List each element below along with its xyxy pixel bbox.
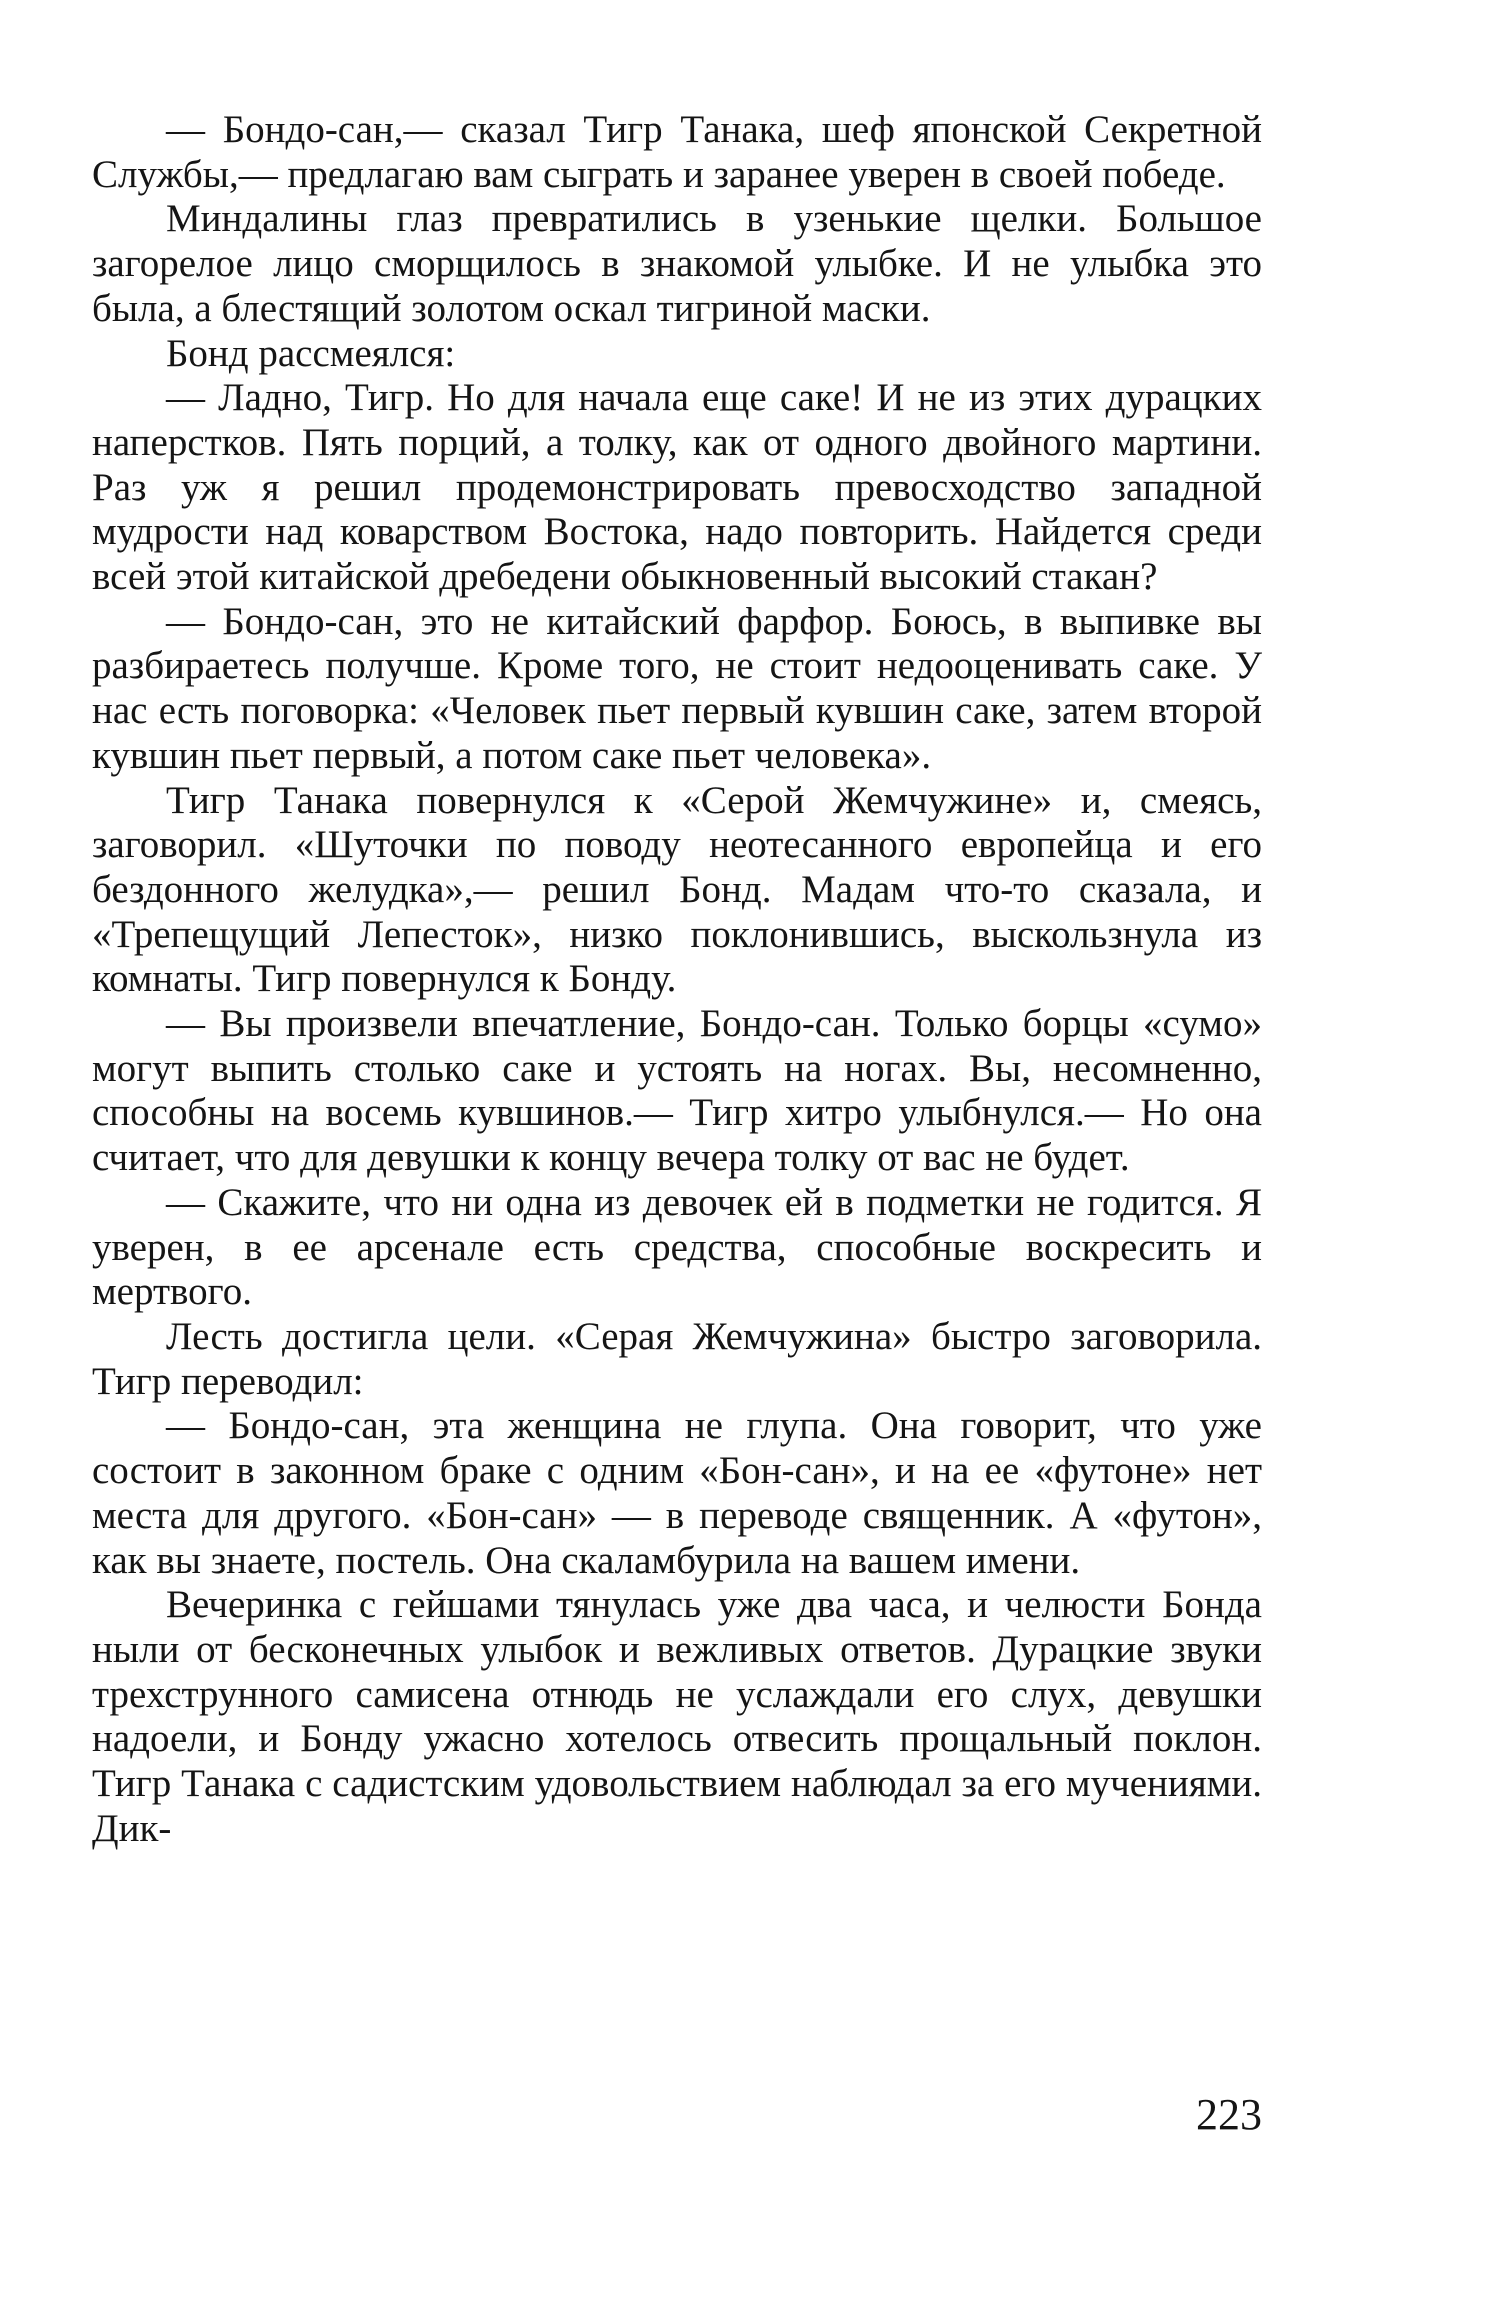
paragraph-7: — Вы произвели впечатление, Бондо-сан. Только борцы «сумо» могут выпить столько саке и устоять на ногах. Вы, несомненно, способны на восемь кувшинов.— Тигр хитро улыбнулся.— Но она считает, что для девушки к концу вечера толку от вас не будет.	[92, 1002, 1262, 1180]
paragraph-1: — Бондо-сан,— сказал Тигр Танака, шеф японской Секретной Службы,— предлагаю вам сыграть и заранее уверен в своей победе.	[92, 108, 1262, 196]
paragraph-10: — Бондо-сан, эта женщина не глупа. Она говорит, что уже состоит в законном браке с одним «Бон-сан», и на ее «футоне» нет места для другого. «Бон-сан» — в переводе священник. А «футон», как вы знаете, постель. Она скаламбурила на вашем имени.	[92, 1404, 1262, 1582]
paragraph-3: Бонд рассмеялся:	[166, 331, 456, 375]
page-number: 223	[1196, 2090, 1262, 2139]
paragraph-11: Вечеринка с гейшами тянулась уже два часа, и челюсти Бонда ныли от бесконечных улыбок и вежливых ответов. Дурацкие звуки трехструнного самисена отнюдь не услаждали его слух, девушки надоели, и Бонду ужасно хотелось отвесить прощальный поклон. Тигр Танака с садистским удовольствием наблюдал за его мучениями. Дик-	[92, 1583, 1262, 1850]
paragraph-4: — Ладно, Тигр. Но для начала еще саке! И не из этих дурацких наперстков. Пять порций, а толку, как от одного двойного мартини. Раз уж я решил продемонстрировать превосходство западной мудрости над коварством Востока, надо повторить. Найдется среди всей этой китайской дребедени обыкновенный высокий стакан?	[92, 376, 1262, 599]
body-text	[92, 108, 1262, 1851]
paragraph-6: Тигр Танака повернулся к «Серой Жемчужине» и, смеясь, заговорил. «Шуточки по поводу неотесанного европейца и его бездонного желудка»,— решил Бонд. Мадам что-то сказала, и «Трепещущий Лепесток», низко поклонившись, выскользнула из комнаты. Тигр повернулся к Бонду.	[92, 778, 1262, 1001]
paragraph-2: Миндалины глаз превратились в узенькие щелки. Большое загорелое лицо сморщилось в знакомой улыбке. И не улыбка это была, а блестящий золотом оскал тигриной маски.	[92, 197, 1262, 330]
paragraph-5: — Бондо-сан, это не китайский фарфор. Боюсь, в выпивке вы разбираетесь получше. Кроме того, не стоит недооценивать саке. У нас есть поговорка: «Человек пьет первый кувшин саке, затем второй кувшин пьет первый, а потом саке пьет человека».	[92, 599, 1262, 777]
paragraph-8: — Скажите, что ни одна из девочек ей в подметки не годится. Я уверен, в ее арсенале есть средства, способные воскресить и мертвого.	[92, 1180, 1262, 1314]
paragraph-9: Лесть достигла цели. «Серая Жемчужина» быстро заговорила. Тигр переводил:	[92, 1314, 1262, 1403]
